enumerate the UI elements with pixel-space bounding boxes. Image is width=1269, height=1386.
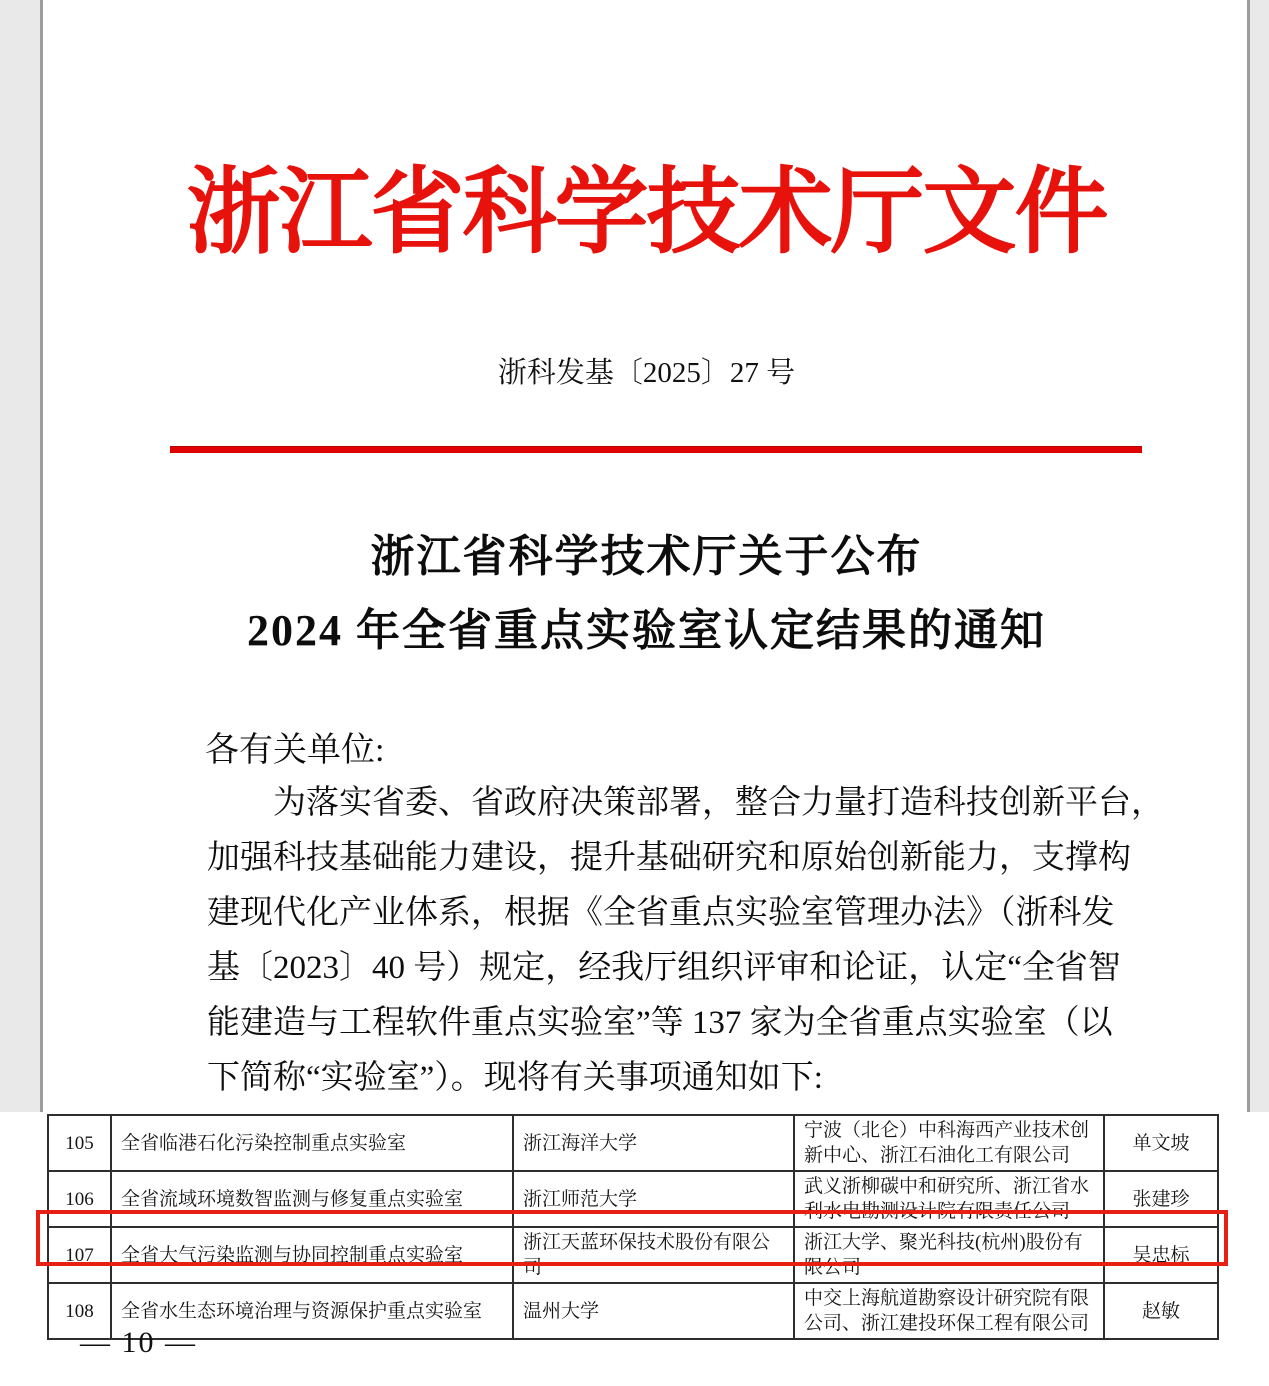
partners-cell: 浙江大学、聚光科技(杭州)股份有限公司 xyxy=(794,1227,1104,1283)
letterhead-divider-rule xyxy=(170,446,1142,453)
lab-name-cell: 全省水生态环境治理与资源保护重点实验室 xyxy=(111,1283,513,1339)
body-paragraph xyxy=(207,776,1164,1106)
body-line: 建现代化产业体系，根据《全省重点实验室管理办法》（浙科发 xyxy=(207,895,1115,931)
page-left-margin xyxy=(0,0,43,1112)
lab-name-cell: 全省大气污染监测与协同控制重点实验室 xyxy=(111,1227,513,1283)
agency-letterhead-title: 浙江省科学技术厅文件 xyxy=(186,161,1107,265)
lab-name-cell: 全省流域环境数智监测与修复重点实验室 xyxy=(111,1171,513,1227)
body-line: 加强科技基础能力建设，提升基础研究和原始创新能力，支撑构 xyxy=(207,840,1131,876)
director-cell: 赵敏 xyxy=(1104,1283,1218,1339)
institution-cell: 温州大学 xyxy=(513,1283,794,1339)
body-line: 为落实省委、省政府决策部署，整合力量打造科技创新平台， xyxy=(273,785,1164,821)
lab-name-cell: 全省临港石化污染控制重点实验室 xyxy=(111,1115,513,1171)
row-number-cell: 105 xyxy=(48,1115,111,1171)
institution-cell: 浙江天蓝环保技术股份有限公司 xyxy=(513,1227,794,1283)
institution-cell: 浙江海洋大学 xyxy=(513,1115,794,1171)
partners-cell: 宁波（北仑）中科海西产业技术创新中心、浙江石油化工有限公司 xyxy=(794,1115,1104,1171)
table-row xyxy=(48,1283,1218,1339)
page-right-margin xyxy=(1247,0,1269,1112)
notice-title xyxy=(46,520,1247,668)
body-line: 能建造与工程软件重点实验室”等 137 家为全省重点实验室（以 xyxy=(207,1005,1113,1041)
director-cell: 单文坡 xyxy=(1104,1115,1218,1171)
table-row xyxy=(48,1115,1218,1171)
page-number: — 10 — xyxy=(80,1326,197,1359)
body-line: 基〔2023〕40 号）规定，经我厅组织评审和论证，认定“全省智 xyxy=(207,950,1121,986)
document-number: 浙科发基〔2025〕27 号 xyxy=(497,357,796,389)
row-number-cell: 106 xyxy=(48,1171,111,1227)
salutation: 各有关单位: xyxy=(205,732,385,769)
row-number-cell: 108 xyxy=(48,1283,111,1339)
partners-cell: 中交上海航道勘察设计研究院有限公司、浙江建投环保工程有限公司 xyxy=(794,1283,1104,1339)
director-cell: 吴忠标 xyxy=(1104,1227,1218,1283)
row-number-cell: 107 xyxy=(48,1227,111,1283)
notice-title-line1: 浙江省科学技术厅关于公布 xyxy=(370,532,923,581)
notice-title-line2: 2024 年全省重点实验室认定结果的通知 xyxy=(247,606,1046,655)
partners-cell: 武义浙柳碳中和研究所、浙江省水利水电勘测设计院有限责任公司 xyxy=(794,1171,1104,1227)
body-line: 下简称“实验室”）。现将有关事项通知如下: xyxy=(207,1060,823,1096)
row-107-highlight-box xyxy=(36,1210,1228,1266)
institution-cell: 浙江师范大学 xyxy=(513,1171,794,1227)
director-cell: 张建珍 xyxy=(1104,1171,1218,1227)
